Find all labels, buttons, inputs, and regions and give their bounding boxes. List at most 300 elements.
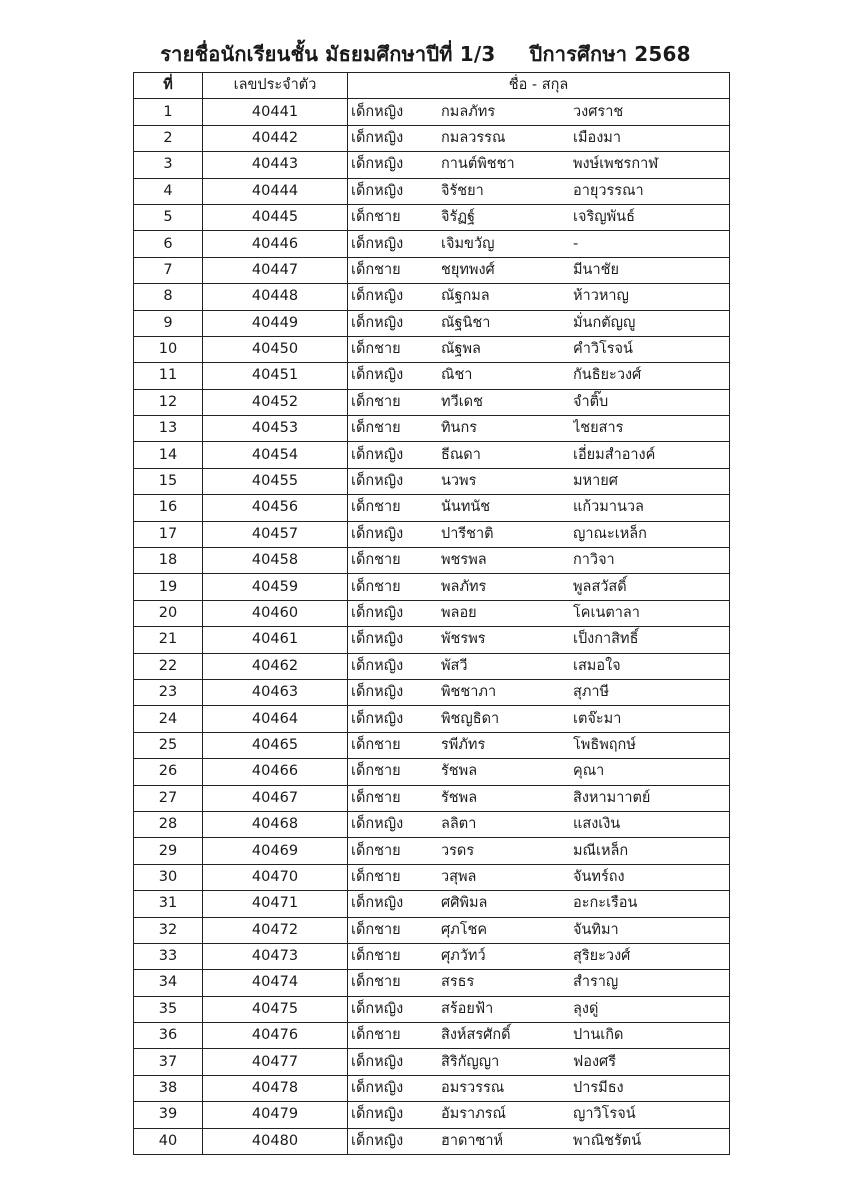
first-name: ปารีชาติ [441,525,494,542]
row-number: 33 [134,943,203,969]
row-number: 6 [134,231,203,257]
student-id: 40466 [203,759,348,785]
last-name: โพธิพฤกษ์ [573,736,636,753]
first-name: ณัฐกมล [441,288,490,305]
student-id: 40454 [203,442,348,468]
student-id: 40469 [203,838,348,864]
student-name [348,891,730,917]
student-id: 40452 [203,389,348,415]
student-name [348,1023,730,1049]
table-row [134,785,730,811]
first-name: ฮาดาซาห์ [441,1132,504,1149]
first-name: วสุพล [441,868,477,885]
name-prefix: เด็กหญิง [351,684,404,701]
first-name: นวพร [441,473,477,490]
student-id: 40463 [203,679,348,705]
name-parts [351,733,729,758]
student-id: 40455 [203,468,348,494]
student-name [348,864,730,890]
name-prefix: เด็กหญิง [351,710,404,727]
name-parts [351,416,729,441]
student-name [348,257,730,283]
last-name: คำวิโรจน์ [573,341,633,358]
first-name: เจิมขวัญ [441,235,495,252]
last-name: ญาณะเหล็ก [573,525,647,542]
last-name: มั่นกตัญญู [573,314,636,331]
student-name [348,970,730,996]
table-row [134,363,730,389]
last-name: พูลสวัสดิ์ [573,578,627,595]
student-name [348,99,730,125]
name-parts [351,944,729,969]
table-row [134,1049,730,1075]
first-name: ศุภโชค [441,921,488,938]
first-name: รพีภัทร [441,736,486,753]
name-parts [351,469,729,494]
first-name: ทินกร [441,420,478,437]
first-name: สิงห์สรศักดิ์ [441,1027,511,1044]
name-parts [351,575,729,600]
last-name: เจริญพันธ์ [573,209,635,226]
student-id: 40442 [203,125,348,151]
table-row [134,416,730,442]
student-id: 40456 [203,495,348,521]
student-name [348,785,730,811]
last-name: จำติ๊บ [573,393,609,410]
table-row [134,1023,730,1049]
table-header-row [134,73,730,99]
table-row [134,891,730,917]
table-row [134,204,730,230]
table-row [134,284,730,310]
name-prefix: เด็กชาย [351,420,401,437]
last-name: กาวิจา [573,552,615,569]
first-name: พัสวี [441,657,468,674]
last-name: ไชยสาร [573,420,624,437]
name-parts [351,495,729,520]
name-prefix: เด็กชาย [351,763,401,780]
student-id: 40458 [203,548,348,574]
name-prefix: เด็กหญิง [351,1106,404,1123]
student-id: 40468 [203,811,348,837]
first-name: สิริกัญญา [441,1053,500,1070]
name-parts [351,1102,729,1127]
table-row [134,178,730,204]
student-id: 40467 [203,785,348,811]
row-number: 2 [134,125,203,151]
table-row [134,996,730,1022]
student-id: 40453 [203,416,348,442]
student-name [348,574,730,600]
name-parts [351,1076,729,1101]
table-row [134,943,730,969]
table-row [134,442,730,468]
student-id: 40476 [203,1023,348,1049]
first-name: พลภัทร [441,578,487,595]
student-id: 40457 [203,521,348,547]
student-id: 40450 [203,336,348,362]
name-prefix: เด็กหญิง [351,1053,404,1070]
table-body [134,99,730,1155]
last-name: แสงเงิน [573,816,621,833]
table-row [134,310,730,336]
student-name [348,363,730,389]
row-number: 18 [134,548,203,574]
table-row [134,574,730,600]
student-id: 40464 [203,706,348,732]
last-name: ปานเกิด [573,1027,624,1044]
student-name [348,996,730,1022]
name-prefix: เด็กหญิง [351,314,404,331]
first-name: อัมราภรณ์ [441,1106,506,1123]
student-name [348,600,730,626]
first-name: ลลิตา [441,816,477,833]
first-name: ณัฐพล [441,341,481,358]
student-id: 40444 [203,178,348,204]
name-parts [351,522,729,547]
table-row [134,838,730,864]
row-number: 9 [134,310,203,336]
name-parts [351,891,729,916]
first-name: กานต์พิชชา [441,156,515,173]
name-prefix: เด็กชาย [351,261,401,278]
student-name [348,389,730,415]
student-id: 40445 [203,204,348,230]
first-name: พิชชาภา [441,684,497,701]
name-parts [351,1023,729,1048]
student-id: 40459 [203,574,348,600]
last-name: กันธิยะวงศ์ [573,367,642,384]
row-number: 38 [134,1075,203,1101]
last-name: สำราญ [573,974,619,991]
row-number: 1 [134,99,203,125]
student-name [348,231,730,257]
name-parts [351,311,729,336]
table-row [134,468,730,494]
name-prefix: เด็กชาย [351,552,401,569]
name-prefix: เด็กหญิง [351,235,404,252]
table-row [134,811,730,837]
student-name [348,468,730,494]
student-name [348,310,730,336]
name-parts [351,205,729,230]
student-name [348,442,730,468]
row-number: 7 [134,257,203,283]
row-number: 14 [134,442,203,468]
name-parts [351,390,729,415]
student-id: 40451 [203,363,348,389]
student-id: 40470 [203,864,348,890]
name-prefix: เด็กชาย [351,341,401,358]
name-prefix: เด็กชาย [351,921,401,938]
first-name: วรดร [441,842,475,859]
first-name: สร้อยฟ้า [441,1000,494,1017]
student-id: 40474 [203,970,348,996]
class-title: รายชื่อนักเรียนชั้น มัธยมศึกษาปีที่ 1/3 [160,42,496,66]
table-row [134,125,730,151]
last-name: โคเนตาลา [573,605,640,621]
table-row [134,257,730,283]
last-name: คุณา [573,763,605,780]
last-name: อะกะเรือน [573,895,638,912]
name-prefix: เด็กหญิง [351,631,404,648]
row-number: 8 [134,284,203,310]
student-id: 40462 [203,653,348,679]
student-name [348,336,730,362]
first-name: ณัฐนิชา [441,314,491,331]
table-row [134,1128,730,1154]
name-prefix: เด็กชาย [351,1027,401,1044]
student-id: 40479 [203,1102,348,1128]
name-prefix: เด็กหญิง [351,156,404,173]
name-prefix: เด็กหญิง [351,816,404,833]
table-row [134,732,730,758]
table-row [134,1075,730,1101]
last-name: เป็งกาสิทธิ์ [573,631,639,648]
name-prefix: เด็กชาย [351,868,401,885]
first-name: รัชพล [441,789,478,806]
first-name: กมลวรรณ [441,129,506,146]
name-prefix: เด็กหญิง [351,446,404,463]
row-number: 36 [134,1023,203,1049]
name-prefix: เด็กหญิง [351,525,404,542]
student-name [348,627,730,653]
first-name: รัชพล [441,763,478,780]
row-number: 22 [134,653,203,679]
student-name [348,1049,730,1075]
name-parts [351,970,729,995]
student-id: 40449 [203,310,348,336]
name-parts [351,126,729,151]
table-row [134,1102,730,1128]
first-name: ณิชา [441,367,473,384]
row-number: 3 [134,152,203,178]
name-prefix: เด็กชาย [351,393,401,410]
name-prefix: เด็กหญิง [351,605,404,621]
first-name: กมลภัทร [441,103,496,120]
student-id: 40443 [203,152,348,178]
row-number: 27 [134,785,203,811]
first-name: ชยุทพงศ์ [441,261,495,278]
student-name [348,653,730,679]
last-name: ญาวิโรจน์ [573,1106,636,1123]
student-name [348,204,730,230]
first-name: ธีณดา [441,446,481,463]
table-row [134,495,730,521]
last-name: - [573,235,579,252]
first-name: สรธร [441,974,475,991]
first-name: อมรวรรณ [441,1080,505,1097]
header-name: ชื่อ - สกุล [348,73,730,99]
name-parts [351,627,729,652]
last-name: มหายศ [573,473,618,490]
document-title [0,38,851,70]
first-name: พิชญธิดา [441,710,500,727]
name-parts [351,680,729,705]
last-name: ฟองศรี [573,1053,617,1070]
name-prefix: เด็กหญิง [351,1000,404,1017]
student-id: 40477 [203,1049,348,1075]
student-name [348,178,730,204]
name-prefix: เด็กชาย [351,789,401,806]
name-prefix: เด็กหญิง [351,103,404,120]
last-name: เสมอใจ [573,657,621,674]
student-id: 40473 [203,943,348,969]
name-prefix: เด็กชาย [351,842,401,859]
name-prefix: เด็กชาย [351,209,401,226]
name-prefix: เด็กชาย [351,578,401,595]
last-name: พงษ์เพชรกาฬ [573,156,659,173]
table-row [134,231,730,257]
student-name [348,917,730,943]
first-name: พัชรพร [441,631,486,648]
name-prefix: เด็กหญิง [351,1132,404,1149]
table-row [134,706,730,732]
last-name: แก้วมานวล [573,499,644,516]
last-name: เตจ๊ะมา [573,710,622,727]
name-parts [351,337,729,362]
row-number: 21 [134,627,203,653]
name-prefix: เด็กหญิง [351,367,404,384]
name-parts [351,443,729,468]
first-name: พลอย [441,605,477,621]
student-id: 40461 [203,627,348,653]
row-number: 13 [134,416,203,442]
name-prefix: เด็กชาย [351,499,401,516]
first-name: ทวีเดช [441,393,483,410]
student-id: 40460 [203,600,348,626]
table-row [134,759,730,785]
row-number: 30 [134,864,203,890]
academic-year: ปีการศึกษา 2568 [529,42,691,66]
student-id: 40471 [203,891,348,917]
last-name: เอี่ยมสำอางค์ [573,446,656,463]
table-row [134,864,730,890]
name-prefix: เด็กชาย [351,736,401,753]
name-parts [351,839,729,864]
name-parts [351,601,729,626]
name-prefix: เด็กชาย [351,974,401,991]
student-name [348,495,730,521]
row-number: 37 [134,1049,203,1075]
student-name [348,943,730,969]
table-row [134,970,730,996]
row-number: 34 [134,970,203,996]
first-name: ศุภวัทว์ [441,948,486,965]
last-name: มีนาชัย [573,261,619,278]
row-number: 19 [134,574,203,600]
name-parts [351,258,729,283]
row-number: 31 [134,891,203,917]
last-name: วงศราช [573,103,624,120]
name-prefix: เด็กหญิง [351,657,404,674]
table-row [134,653,730,679]
student-name [348,838,730,864]
table-row [134,99,730,125]
student-id: 40465 [203,732,348,758]
table-row [134,627,730,653]
row-number: 4 [134,178,203,204]
name-prefix: เด็กหญิง [351,895,404,912]
student-id: 40446 [203,231,348,257]
student-name [348,416,730,442]
last-name: มณีเหล็ก [573,842,629,859]
table-row [134,521,730,547]
student-id: 40441 [203,99,348,125]
first-name: จิรัชยา [441,182,484,199]
header-no: ที่ [134,73,203,99]
last-name: จันทร์ถง [573,868,625,885]
name-parts [351,759,729,784]
last-name: เมืองมา [573,129,622,146]
student-name [348,284,730,310]
table-row [134,917,730,943]
student-name [348,125,730,151]
row-number: 28 [134,811,203,837]
last-name: สิงหามาาตย์ [573,789,651,806]
name-parts [351,707,729,732]
row-number: 26 [134,759,203,785]
row-number: 40 [134,1128,203,1154]
table-row [134,679,730,705]
table-row [134,548,730,574]
name-parts [351,786,729,811]
row-number: 11 [134,363,203,389]
name-parts [351,548,729,573]
student-name [348,811,730,837]
student-name [348,548,730,574]
first-name: จิรัฏฐ์ [441,209,476,226]
student-id: 40447 [203,257,348,283]
last-name: ห้าวหาญ [573,288,629,305]
table-row [134,336,730,362]
name-prefix: เด็กหญิง [351,288,404,305]
last-name: พาณิชรัตน์ [573,1132,642,1149]
student-name [348,521,730,547]
name-prefix: เด็กหญิง [351,129,404,146]
first-name: ศศิพิมล [441,895,488,912]
last-name: ลุงดู่ [573,1000,599,1017]
student-id: 40448 [203,284,348,310]
name-parts [351,284,729,309]
row-number: 32 [134,917,203,943]
student-id: 40480 [203,1128,348,1154]
last-name: อายุวรรณา [573,182,644,199]
last-name: สุริยะวงศ์ [573,948,631,965]
row-number: 39 [134,1102,203,1128]
name-parts [351,100,729,125]
name-parts [351,997,729,1022]
row-number: 15 [134,468,203,494]
name-parts [351,363,729,388]
name-prefix: เด็กหญิง [351,473,404,490]
table-row [134,389,730,415]
row-number: 10 [134,336,203,362]
name-parts [351,865,729,890]
name-parts [351,179,729,204]
row-number: 5 [134,204,203,230]
last-name: ปารมีธง [573,1080,624,1097]
student-name [348,706,730,732]
last-name: สุภาษี [573,684,610,701]
name-parts [351,1050,729,1075]
row-number: 24 [134,706,203,732]
first-name: พชรพล [441,552,487,569]
row-number: 20 [134,600,203,626]
table-row [134,600,730,626]
header-student-id: เลขประจำตัว [203,73,348,99]
name-parts [351,918,729,943]
